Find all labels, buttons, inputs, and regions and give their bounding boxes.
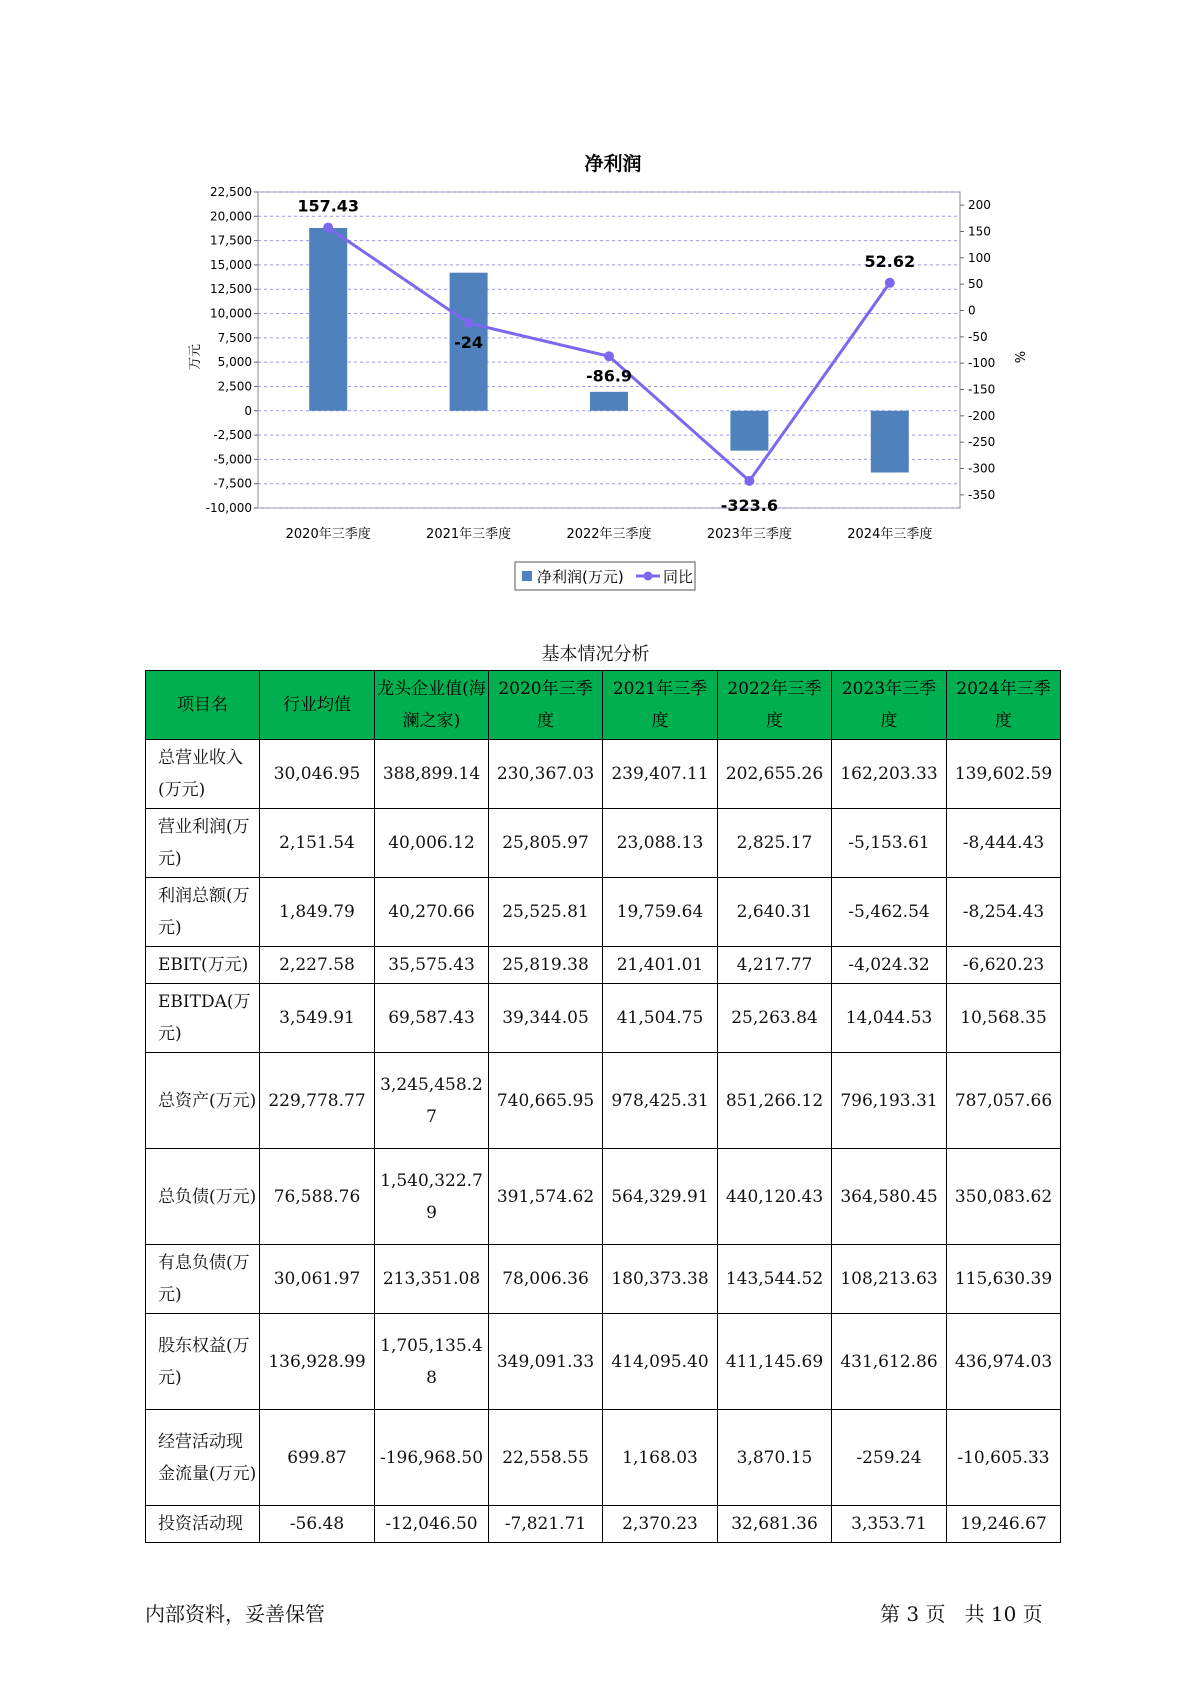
table-cell: 14,044.53 <box>832 984 947 1053</box>
header-leader: 龙头企业值(海澜之家) <box>375 671 489 740</box>
row-label: 总资产(万元) <box>146 1053 260 1149</box>
footer-confidential: 内部资料，妥善保管 <box>145 1602 325 1626</box>
table-cell: 3,353.71 <box>832 1506 947 1543</box>
y-right-tick-label: -150 <box>968 382 996 397</box>
table-row <box>146 1314 1061 1410</box>
table-cell: 25,525.81 <box>489 878 603 947</box>
table-cell: 431,612.86 <box>832 1314 947 1410</box>
table-cell: -5,153.61 <box>832 809 947 878</box>
header-2024: 2024年三季度 <box>947 671 1061 740</box>
chart-grid <box>258 192 960 508</box>
x-tick-label: 2024年三季度 <box>847 527 933 542</box>
table-cell: 349,091.33 <box>489 1314 603 1410</box>
y-tick-label: -2,500 <box>213 428 252 443</box>
y-right-tick-label: -200 <box>968 408 996 423</box>
table-cell: -259.24 <box>832 1410 947 1506</box>
table-row <box>146 1053 1061 1149</box>
table-cell: 978,425.31 <box>603 1053 718 1149</box>
row-label: 总负债(万元) <box>146 1149 260 1245</box>
table-cell: 108,213.63 <box>832 1245 947 1314</box>
footer-page-number: 第 3 页 共 10 页 <box>880 1602 1043 1626</box>
table-cell: 740,665.95 <box>489 1053 603 1149</box>
table-cell: -6,620.23 <box>947 947 1061 984</box>
y-right-tick-label: -350 <box>968 487 996 502</box>
table-cell: -5,462.54 <box>832 878 947 947</box>
legend-label-net-profit: 净利润(万元) <box>537 568 624 586</box>
table-cell: 3,549.91 <box>260 984 375 1053</box>
y-right-tick-label: -100 <box>968 356 996 371</box>
table-cell: 19,246.67 <box>947 1506 1061 1543</box>
table-cell: 213,351.08 <box>375 1245 489 1314</box>
y-tick-label: 12,500 <box>210 282 252 297</box>
table-cell: 391,574.62 <box>489 1149 603 1245</box>
table-cell: 3,245,458.27 <box>375 1053 489 1149</box>
row-label: 投资活动现 <box>146 1506 260 1543</box>
table-cell: 229,778.77 <box>260 1053 375 1149</box>
table-row <box>146 878 1061 947</box>
row-label: 股东权益(万元) <box>146 1314 260 1410</box>
table-cell: 564,329.91 <box>603 1149 718 1245</box>
table-cell: 202,655.26 <box>718 740 832 809</box>
row-label: 利润总额(万元) <box>146 878 260 947</box>
y-right-tick-label: 200 <box>968 198 991 213</box>
y-tick-label: 7,500 <box>217 330 252 345</box>
table-cell: 1,705,135.48 <box>375 1314 489 1410</box>
table-cell: 414,095.40 <box>603 1314 718 1410</box>
table-cell: 30,046.95 <box>260 740 375 809</box>
table-row <box>146 1245 1061 1314</box>
y-right-tick-label: -50 <box>968 329 988 344</box>
row-label: 总营业收入(万元) <box>146 740 260 809</box>
table-cell: -196,968.50 <box>375 1410 489 1506</box>
table-cell: 411,145.69 <box>718 1314 832 1410</box>
table-row <box>146 1149 1061 1245</box>
table-cell: -8,444.43 <box>947 809 1061 878</box>
y-tick-label: 20,000 <box>210 209 252 224</box>
table-cell: -12,046.50 <box>375 1506 489 1543</box>
table-cell: 136,928.99 <box>260 1314 375 1410</box>
y-tick-label: 0 <box>244 403 252 418</box>
table-cell: 78,006.36 <box>489 1245 603 1314</box>
row-label: 有息负债(万元) <box>146 1245 260 1314</box>
row-label: 营业利润(万元) <box>146 809 260 878</box>
table-cell: 143,544.52 <box>718 1245 832 1314</box>
table-cell: 25,805.97 <box>489 809 603 878</box>
header-industry-avg: 行业均值 <box>260 671 375 740</box>
x-tick-label: 2021年三季度 <box>426 527 512 542</box>
y-right-tick-label: 50 <box>968 277 984 292</box>
table-cell: 139,602.59 <box>947 740 1061 809</box>
table-cell: 2,370.23 <box>603 1506 718 1543</box>
table-cell: 2,640.31 <box>718 878 832 947</box>
chart-title: 净利润 <box>584 153 642 175</box>
table-cell: 350,083.62 <box>947 1149 1061 1245</box>
y-right-tick-label: 100 <box>968 250 991 265</box>
y-right-tick-label: -300 <box>968 461 996 476</box>
table-cell: 2,151.54 <box>260 809 375 878</box>
table-cell: 162,203.33 <box>832 740 947 809</box>
header-2020: 2020年三季度 <box>489 671 603 740</box>
table-row <box>146 809 1061 878</box>
table-cell: 10,568.35 <box>947 984 1061 1053</box>
y-tick-label: 17,500 <box>210 233 252 248</box>
table-cell: 35,575.43 <box>375 947 489 984</box>
table-cell: 19,759.64 <box>603 878 718 947</box>
row-label: EBIT(万元) <box>146 947 260 984</box>
table-cell: 2,227.58 <box>260 947 375 984</box>
y-tick-label: -5,000 <box>213 452 252 467</box>
yoy-point <box>323 223 333 233</box>
table-cell: 30,061.97 <box>260 1245 375 1314</box>
plot-area <box>258 192 960 508</box>
table-cell: -8,254.43 <box>947 878 1061 947</box>
table-cell: 21,401.01 <box>603 947 718 984</box>
x-tick-label: 2020年三季度 <box>285 527 371 542</box>
table-row <box>146 1410 1061 1506</box>
row-label: EBITDA(万元) <box>146 984 260 1053</box>
table-cell: 364,580.45 <box>832 1149 947 1245</box>
table-cell: 180,373.38 <box>603 1245 718 1314</box>
table-cell: 32,681.36 <box>718 1506 832 1543</box>
legend-line-marker <box>644 572 653 581</box>
header-2022: 2022年三季度 <box>718 671 832 740</box>
table-cell: 40,270.66 <box>375 878 489 947</box>
table-cell: 39,344.05 <box>489 984 603 1053</box>
table-cell: 796,193.31 <box>832 1053 947 1149</box>
bar <box>871 411 909 473</box>
table-cell: 1,540,322.79 <box>375 1149 489 1245</box>
legend-bar-swatch <box>522 571 532 581</box>
y-right-tick-label: 150 <box>968 224 991 239</box>
net-profit-chart <box>0 0 1191 620</box>
table-cell: -4,024.32 <box>832 947 947 984</box>
table-caption: 基本情况分析 <box>541 644 650 665</box>
table-row <box>146 740 1061 809</box>
y-tick-label: -10,000 <box>205 501 252 515</box>
bar <box>309 228 347 411</box>
table-cell: -10,605.33 <box>947 1410 1061 1506</box>
chart-legend <box>515 562 695 590</box>
table-cell: 440,120.43 <box>718 1149 832 1245</box>
table-cell: 40,006.12 <box>375 809 489 878</box>
table-cell: -56.48 <box>260 1506 375 1543</box>
table-row <box>146 947 1061 984</box>
table-cell: 4,217.77 <box>718 947 832 984</box>
table-cell: 22,558.55 <box>489 1410 603 1506</box>
table-cell: 851,266.12 <box>718 1053 832 1149</box>
table-cell: 230,367.03 <box>489 740 603 809</box>
x-tick-label: 2022年三季度 <box>566 527 652 542</box>
line-series <box>323 223 895 486</box>
y-tick-label: 15,000 <box>210 257 252 272</box>
table-cell: 69,587.43 <box>375 984 489 1053</box>
yoy-point <box>464 318 474 328</box>
table-cell: 3,870.15 <box>718 1410 832 1506</box>
table-cell: 25,263.84 <box>718 984 832 1053</box>
table-cell: 41,504.75 <box>603 984 718 1053</box>
table-cell: 76,588.76 <box>260 1149 375 1245</box>
y-tick-label: -7,500 <box>213 476 252 491</box>
data-label: 52.62 <box>864 251 916 271</box>
table-cell: 1,849.79 <box>260 878 375 947</box>
y-right-tick-label: 0 <box>968 303 976 318</box>
data-label: -323.6 <box>720 495 779 515</box>
data-label: -24 <box>454 333 484 353</box>
bar <box>730 411 768 451</box>
table-cell: 25,819.38 <box>489 947 603 984</box>
header-2023: 2023年三季度 <box>832 671 947 740</box>
table-cell: 1,168.03 <box>603 1410 718 1506</box>
y-tick-label: 10,000 <box>210 306 252 321</box>
table-cell: -7,821.71 <box>489 1506 603 1543</box>
yoy-point <box>744 476 754 486</box>
table-row <box>146 984 1061 1053</box>
table-cell: 787,057.66 <box>947 1053 1061 1149</box>
basic-analysis-table <box>145 670 1061 1543</box>
x-tick-label: 2023年三季度 <box>706 527 792 542</box>
table-cell: 23,088.13 <box>603 809 718 878</box>
y-axis-right-title: % <box>1011 350 1026 364</box>
legend-label-yoy: 同比 <box>663 568 694 586</box>
y-tick-label: 5,000 <box>217 355 252 370</box>
table-cell: 2,825.17 <box>718 809 832 878</box>
header-item-name: 项目名 <box>146 671 260 740</box>
bar <box>590 392 628 411</box>
table-cell: 115,630.39 <box>947 1245 1061 1314</box>
data-label: 157.43 <box>297 196 360 216</box>
y-tick-label: 22,500 <box>210 185 252 199</box>
table-header-row <box>146 671 1061 740</box>
yoy-point <box>604 351 614 361</box>
y-right-tick-label: -250 <box>968 435 996 450</box>
header-2021: 2021年三季度 <box>603 671 718 740</box>
table-cell: 239,407.11 <box>603 740 718 809</box>
row-label: 经营活动现金流量(万元) <box>146 1410 260 1506</box>
table-cell: 699.87 <box>260 1410 375 1506</box>
y-tick-label: 2,500 <box>217 379 252 394</box>
yoy-point <box>885 278 895 288</box>
y-axis-title: 万元 <box>188 343 203 371</box>
table-cell: 388,899.14 <box>375 740 489 809</box>
table-cell: 436,974.03 <box>947 1314 1061 1410</box>
table-row <box>146 1506 1061 1543</box>
data-label: -86.9 <box>585 366 633 386</box>
